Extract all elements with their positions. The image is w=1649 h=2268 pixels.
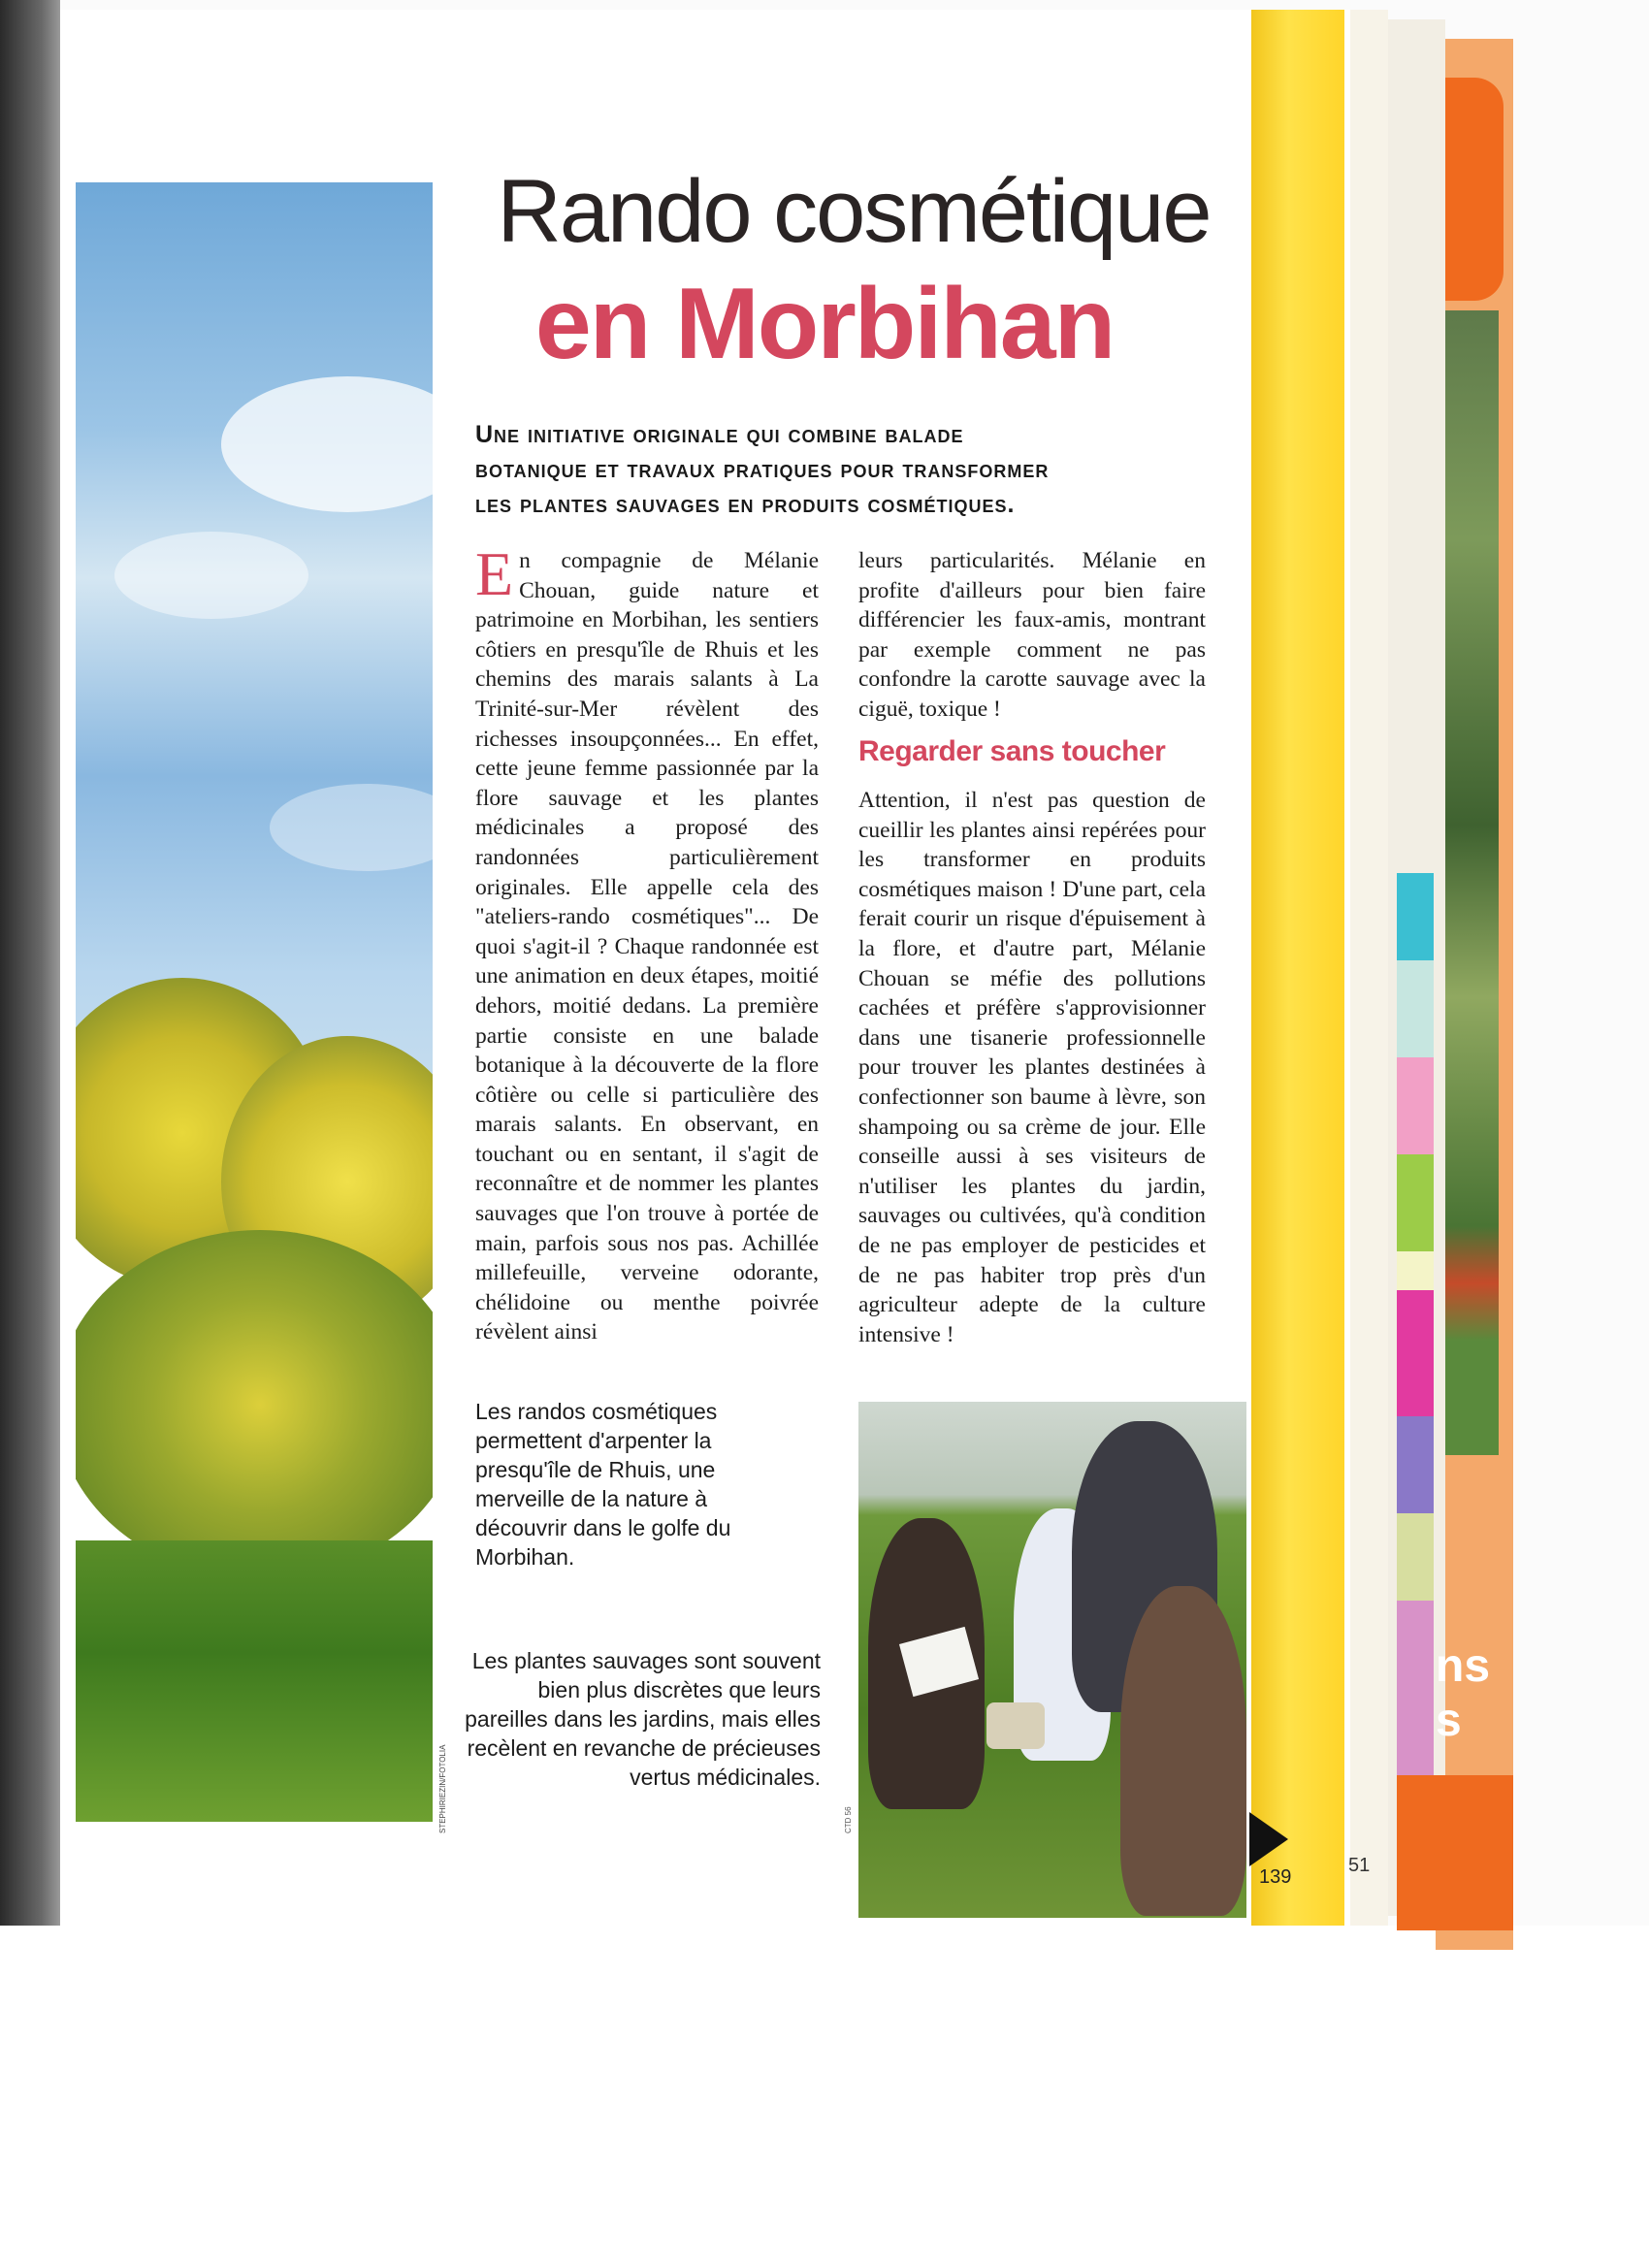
orange-tab: [1436, 78, 1504, 301]
page-title-highlight: en Morbihan: [534, 268, 1115, 380]
coast-photo: [76, 182, 433, 1822]
binding-shadow: [0, 0, 60, 1926]
color-stripe: [1397, 1513, 1434, 1601]
basket: [986, 1702, 1045, 1749]
yellow-margin-band: [1251, 10, 1344, 1926]
section-heading: Regarder sans toucher: [858, 735, 1166, 767]
color-stripe: [1397, 960, 1434, 1057]
color-stripe: [1397, 1057, 1434, 1154]
person: [1120, 1586, 1246, 1916]
photo-credit: STEPHIRIEZIN/FOTOLIA: [438, 1744, 447, 1833]
color-stripe: [1397, 1416, 1434, 1513]
article-column-1: [475, 539, 819, 1347]
standfirst-line: Une initiative originale qui combine balade: [475, 421, 964, 448]
scan-margin: [0, 1926, 1649, 2268]
color-stripe: [1397, 1290, 1434, 1416]
article-column-2-continued: Attention, il n'est pas question de cueillir les plantes ainsi repérées pour les transformer en produits cosmétiques maison ! D'une part, cela ferait courir un risque d'épuisement à la flore, et d'autre part, Mélanie Chouan se méfie des pollutions cachées et préfère s'approvisionner dans une tisanerie professionnelle pour trouver les plantes destinées à confectionner son baume à lèvre, son shampoing ou sa crème de jour. Elle conseille aussi à ses visiteurs de n'utiliser les plantes du jardin, sauvages ou cultivées, qu'à condition de ne pas employer de pesticides et de ne pas habiter trop près d'un agriculteur adepte de la culture intensive !: [858, 788, 1206, 1347]
photo-caption: Les plantes sauvages sont souvent bien plus discrètes que leurs pareilles dans les jardins, mais elles recèlent en revanche de précieuses vertus médicinales.: [465, 1648, 821, 1790]
article-text: n compagnie de Mélanie Chouan, guide nature et patrimoine en Morbihan, les sentiers côtiers en presqu'île de Rhuis et les chemins des marais salants à La Trinité-sur-Mer révèlent des richesses insoupçonnées... En effet, cette jeune femme passionnée par la flore sauvage et les plantes médicinales a proposé des randonnées particulièrement originales. Elle appelle cela des "ateliers-rando cosmétiques"... De quoi s'agit-il ? Chaque randonnée est une animation en deux étapes, moitié dehors, moitié dedans. La première partie consiste en une balade botanique à la découverte de la flore côtière ou celle si particulière des marais salants. En observant, en touchant ou en sentant, il s'agit de reconnaître et de nommer les plantes sauvages que l'on trouve à portée de main, parfois sous nos pas. Achillée millefeuille, verveine odorante, chélidoine ou menthe poivrée révèlent ainsi: [475, 548, 819, 1345]
page-edge: [1348, 10, 1388, 1926]
standfirst-line: botanique et travaux pratiques pour transformer: [475, 456, 1050, 483]
ferns: [76, 1540, 433, 1822]
page-number: 139: [1259, 1866, 1292, 1888]
page-title: Rando cosmétique: [497, 162, 1211, 261]
photo-credit: CTD 56: [844, 1806, 853, 1833]
next-page-number: 51: [1348, 1855, 1371, 1876]
color-stripe: [1397, 873, 1434, 960]
page-arrow-icon: [1249, 1812, 1288, 1866]
color-stripe: [1397, 1251, 1434, 1290]
orange-block: [1397, 1775, 1513, 1930]
next-page-text: ns s: [1436, 1640, 1491, 1746]
article-column-2: leurs particularités. Mélanie en profite d'ailleurs pour bien faire différencier les faux-amis, montrant par exemple comment ne pas confondre la carotte sauvage avec la ciguë, toxique !: [858, 548, 1206, 722]
gorse-bush: [76, 1230, 433, 1579]
cloud: [114, 532, 308, 619]
group-photo: [858, 1402, 1246, 1918]
standfirst: [475, 417, 1242, 522]
color-stripe: [1397, 1601, 1434, 1775]
next-page-photo: [1440, 310, 1499, 1455]
photo-caption: Les randos cosmétiques permettent d'arpenter la presqu'île de Rhuis, une merveille de la nature à découvrir dans le golfe du Morbihan.: [475, 1399, 731, 1570]
drop-cap: E: [475, 539, 514, 608]
standfirst-line: les plantes sauvages en produits cosmétiques.: [475, 491, 1016, 518]
color-stripe: [1397, 1154, 1434, 1251]
